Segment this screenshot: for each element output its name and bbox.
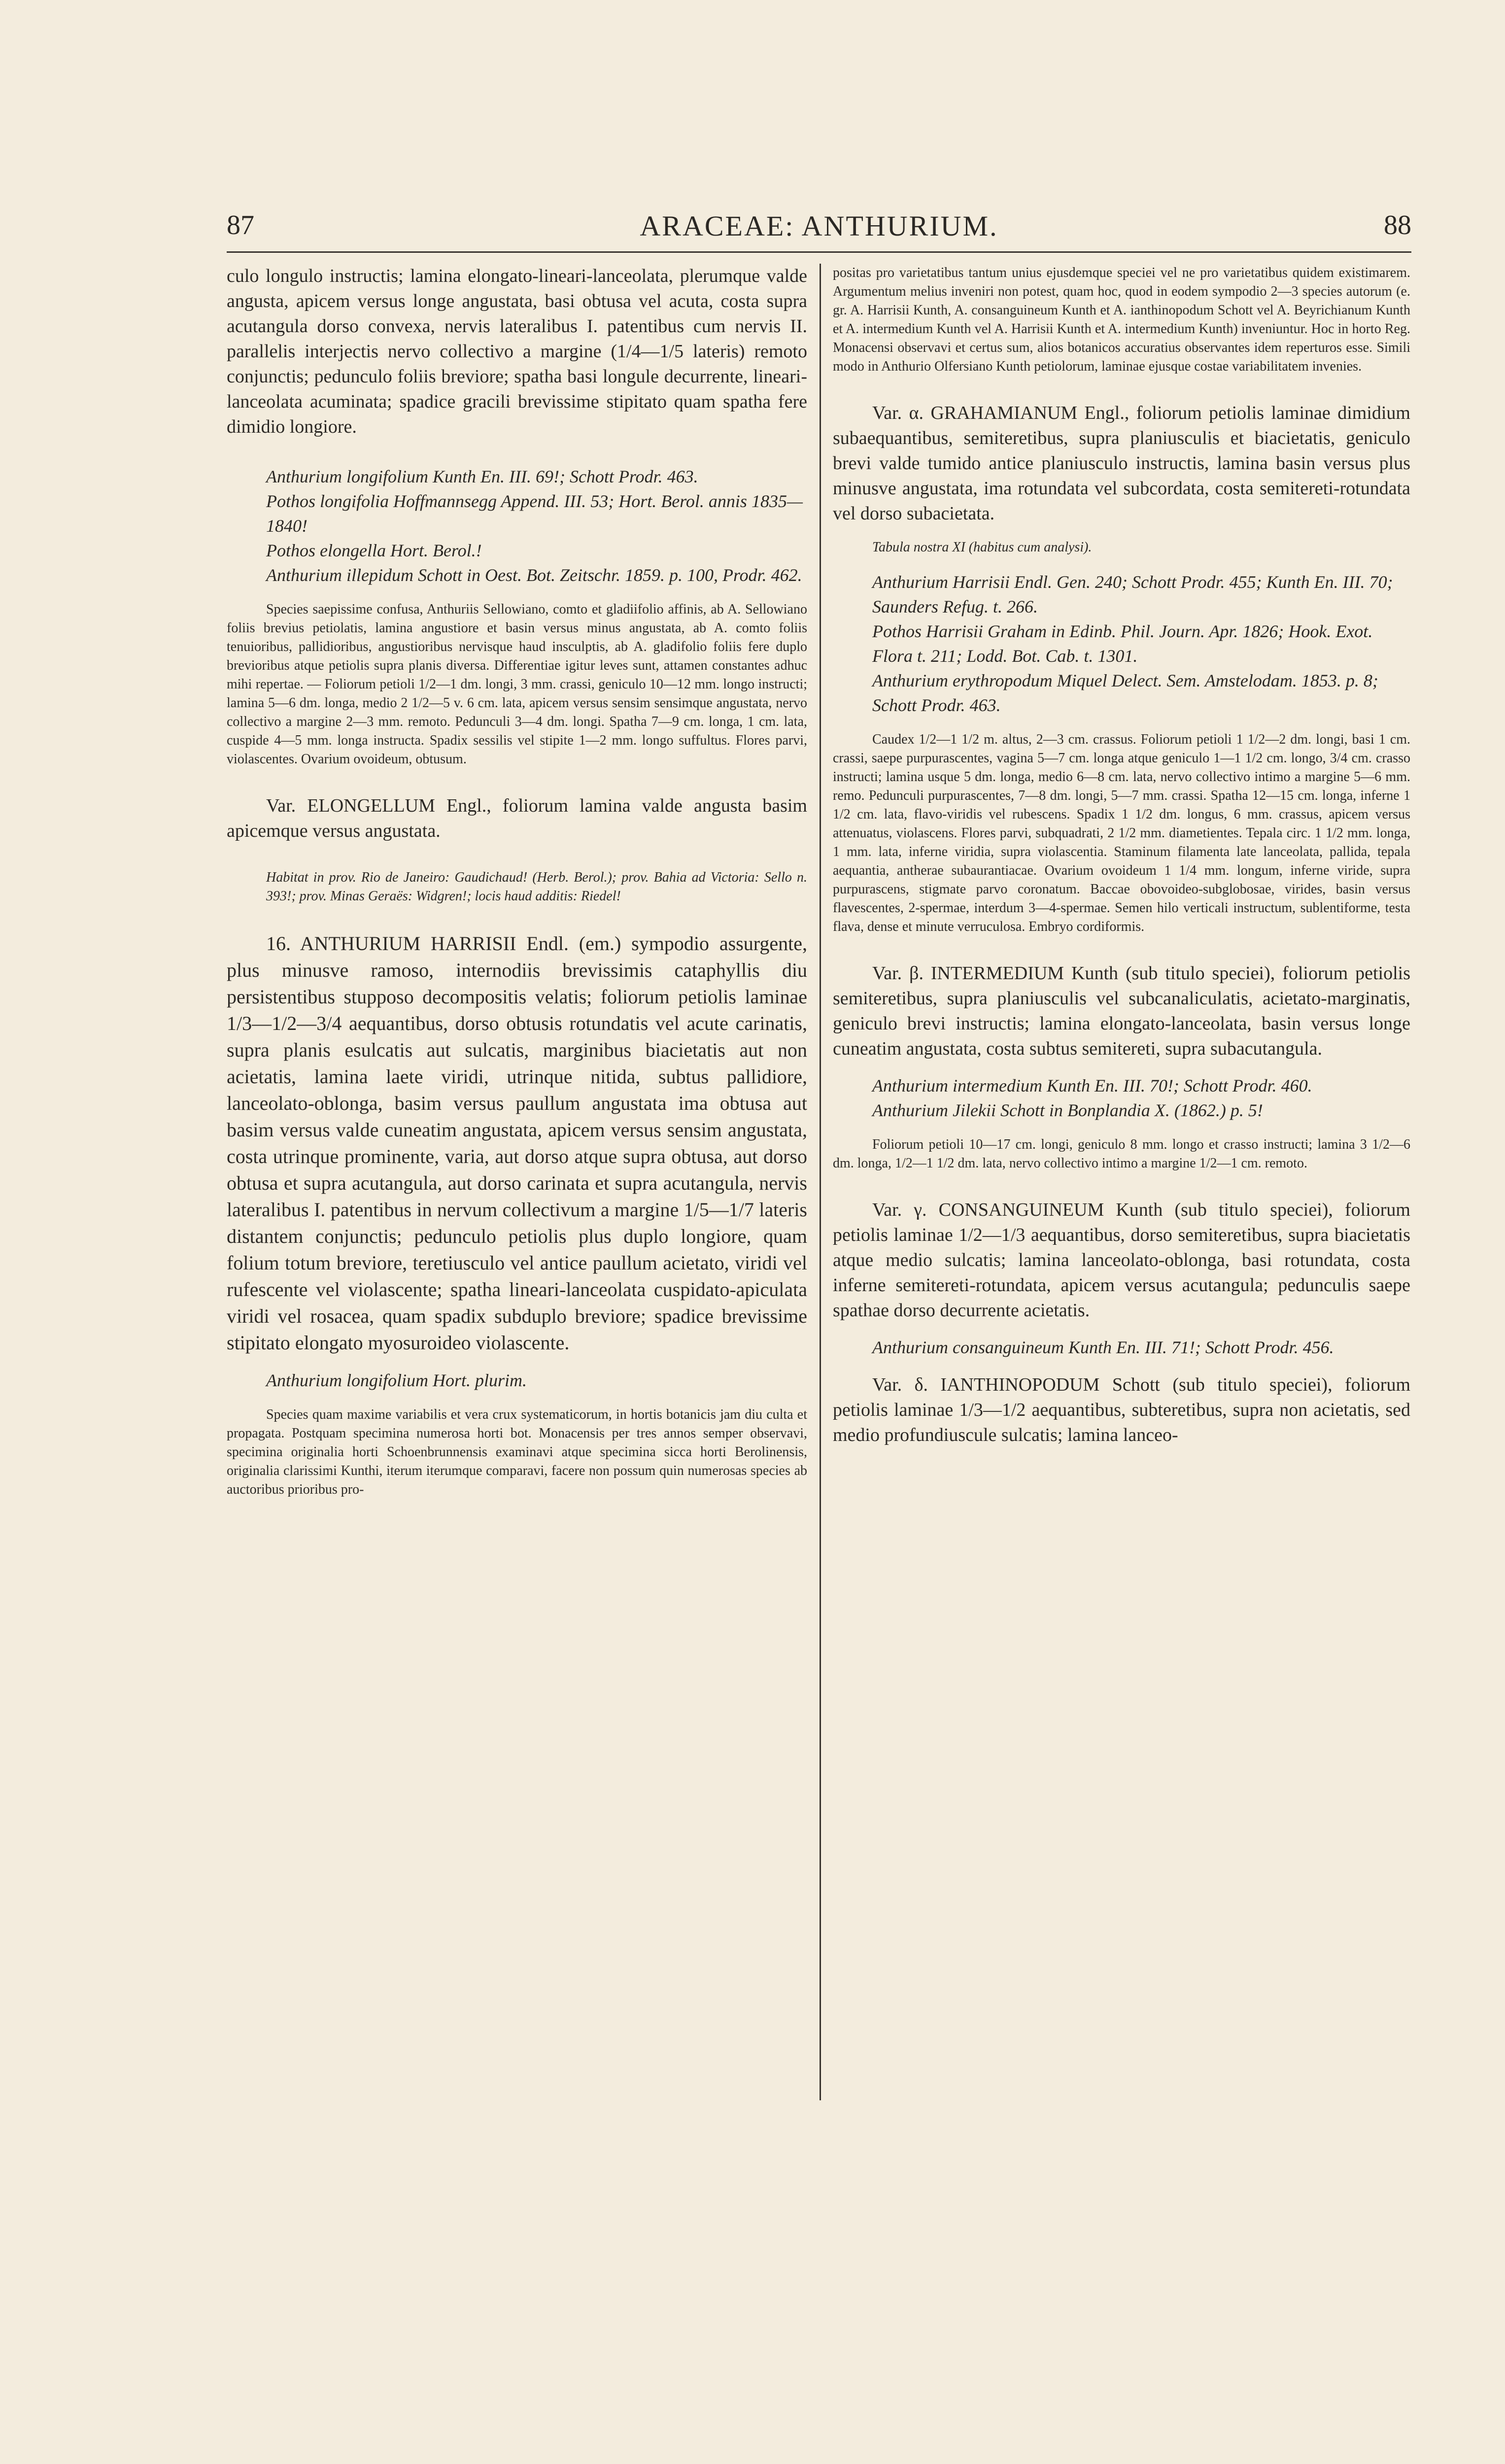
right-column [833,264,1410,2100]
synonym: Pothos longifolia Hoffmannsegg Append. III. 53; Hort. Berol. annis 1835—1840! [266,491,803,536]
note-paragraph: Caudex 1/2—1 1/2 m. altus, 2—3 cm. crassus. Foliorum petioli 1 1/2—2 dm. longi, basi 1 cm. crassi, saepe purpurascentes, vagina 5—7 cm. longa atque geniculo 1—1 1/2 cm. longo, 3/4 cm. crasso instructi; lamina usque 5 dm. longa, medio 6—8 cm. lata, nervo collectivo intimo a margine 5—6 mm. remo. Pedunculi purpurascentes, 7—8 dm. longi, 5—7 mm. crassi. Spatha 12—15 cm. longa, inferne 1 1/2 cm. lata, flavo-viridis vel rubescens. Spadix 1 1/2 dm. longus, 6 mm. crassus, apicem versus attenuatus, violascens. Flores parvi, subquadrati, 2 1/2 mm. diametientes. Tepala circ. 1 1/2 mm. longa, 1 mm. lata, inferne viridia, supra violascentia. Staminum filamenta late lanceolata, pallida, tepala aequantia, antherae subaurantiacae. Ovarium ovoideum 1 1/4 mm. longum, inferne viride, supra purpurascens, stigmate parvo coronatum. Baccae obovoideo-subglobosae, virides, basin versus flavescentes, 2-spermae, interdum 3—4-spermae. Semen hilo verticali instructum, sublentiforme, testa flava, dense et minute verruculosa. Embryo cordiformis. [833,732,1410,934]
variety-elongellum: Var. ELONGELLUM Engl., foliorum lamina valde angusta basim apicemque versus angustata. [227,795,807,841]
note-paragraph: positas pro varietatibus tantum unius ejusdemque speciei vel ne pro varietatibus quidem existimarem. Argumentum melius inveniri non potest, quam hoc, quod in eodem sympodio 2—3 species autorum (e. gr. A. Harrisii Kunth, A. consanguineum Kunth et A. ianthinopodum Schott vel A. Beyrichianum Kunth et A. intermedium Kunth vel A. Harrisii Kunth et A. intermedium Kunth) inveniuntur. Hoc in horto Reg. Monacensi observavi et certus sum, alios botanicos accuratius observantes idem reperturos esse. Simili modo in Anthurio Olfersiano Kunth petiolorum, laminae ejusque costae variabilitatem invenies. [833,265,1410,374]
habitat-note: Habitat in prov. Rio de Janeiro: Gaudichaud! (Herb. Berol.); prov. Bahia ad Victoria: Sello n. 393!; prov. Minas Geraës: Widgren!; locis haud additis: Riedel! [266,870,807,904]
description-continued: culo longulo instructis; lamina elongato-lineari-lanceolata, plerumque valde angusta, apicem versus longe angustata, basi obtusa vel acuta, costa supra acutangula dorso convexa, nervis lateralibus I. patentibus cum nervis II. parallelis interjectis nervo collectivo a margine (1/4—1/5 lateris) remoto conjunctis; pedunculo foliis breviore; spatha basi longule decurrente, lineari-lanceolata acuminata; spadice gracili brevissime stipitato quam spatha fere dimidio longiore. [227,266,807,437]
synonym: Anthurium Jilekii Schott in Bonplandia X. (1862.) p. 5! [872,1100,1263,1120]
species-16-heading: 16. ANTHURIUM HARRISII Endl. (em.) sympodio assurgente, plus minusve ramoso, internodiis brevissimis cataphyllis diu persistentibus stupposo decompositis velatis; foliorum petiolis laminae 1/3—1/2—3/4 aequantibus, dorso obtusis rotundatis vel acute carinatis, supra planis esulcatis aut sulcatis, marginibus biacietatis aut non acietatis, lamina laete viridi, utrinque nitida, subtus pallidiore, lanceolato-oblonga, basim versus paullum angustata ima obtusa aut basim versus valde cuneatim angustata, apicem versus sensim angustata, costa utrinque prominente, varia, aut dorso atque supra obtusa, aut dorso obtusa et supra acutangula, aut dorso carinata et supra acutangula, nervis lateralibus I. patentibus in nervum collectivum a margine 1/5—1/7 lateris distantem conjunctis; pedunculo petiolis plus duplo longiore, quam folium totum breviore, teretiusculo vel antice paullum acietato, viridi vel rufescente vel violascente; spatha lineari-lanceolata cuspidato-apiculata viridi vel rosacea, quam spadix subduplo breviore; spadice brevissime stipitato elongato myosuroideo violascente. [227,932,807,1354]
page-number-left: 87 [227,210,254,240]
note-paragraph: Foliorum petioli 10—17 cm. longi, geniculo 8 mm. longo et crasso instructi; lamina 3 1/2—6 dm. longa, 1/2—1 1/2 dm. lata, nervo collectivo intimo a margine 1/2—1 cm. remoto. [833,1137,1410,1171]
synonym: Pothos Harrisii Graham in Edinb. Phil. Journ. Apr. 1826; Hook. Exot. Flora t. 211; Lodd. Bot. Cab. t. 1301. [872,621,1373,666]
page-number-right: 88 [1384,210,1411,240]
synonym: Anthurium intermedium Kunth En. III. 70!; Schott Prodr. 460. [872,1076,1312,1095]
synonym: Pothos elongella Hort. Berol.! [266,541,482,560]
synonym: Anthurium longifolium Kunth En. III. 69!; Schott Prodr. 463. [266,467,698,486]
variety-grahamianum: Var. α. GRAHAMIANUM Engl., foliorum petiolis laminae dimidium subaequantibus, semiteretibus, supra planiusculis et biacietatis, geniculo brevi valde tumido antice planiusculo instructis, lamina basin versus plus minusve angustata, ima rotundata vel subcordata, costa semitereti-rotundata vel dorso subacietata. [833,403,1410,524]
note-paragraph: Species quam maxime variabilis et vera crux systematicorum, in hortis botanicis jam diu culta et propagata. Postquam specimina numerosa horti bot. Monacensis per tres annos semper observavi, specimina originalia horti Schoenbrunnensis examinavi atque specimina sicca horti Berolinensis, originalia clarissimi Kunthi, iterum iterumque comparavi, facere non possum quin numerosas species ab auctoribus prioribus pro- [227,1407,807,1497]
header-rule [227,251,1411,253]
synonym: Anthurium Harrisii Endl. Gen. 240; Schott Prodr. 455; Kunth En. III. 70; Saunders Refug. t. 266. [872,572,1393,616]
synonym: Anthurium erythropodum Miquel Delect. Sem. Amstelodam. 1853. p. 8; Schott Prodr. 463. [872,671,1378,715]
column-divider [820,264,821,2100]
running-title: ARACEAE: ANTHURIUM. [640,210,998,242]
note-paragraph: Species saepissime confusa, Anthuriis Sellowiano, comto et gladiifolio affinis, ab A. Sellowiano foliis brevius petiolatis, lamina angustiore et basin versus minus angustata, ab A. comto foliis tenuioribus, pallidioribus, angustioribus nervisque haud insculptis, ab A. gladifolio foliis fere duplo brevioribus atque petiolis supra planis diversa. Differentiae igitur leves sunt, attamen constantes adhuc mihi repertae. — Foliorum petioli 1/2—1 dm. longi, 3 mm. crassi, geniculo 10—12 mm. longo instructi; lamina 5—6 dm. longa, medio 2 1/2—5 v. 6 cm. lata, apicem versus sensim sensimque angustata, nervo collectivo a margine 2—3 mm. remoto. Pedunculi 3—4 dm. longi. Spatha 7—9 cm. longa, 1 cm. lata, cuspide 4—5 mm. longa instructa. Spadix sessilis vel stipite 1—2 mm. longo suffultus. Flores parvi, violascentes. Ovarium ovoideum, obtusum. [227,602,807,767]
left-column [227,264,807,2100]
variety-intermedium: Var. β. INTERMEDIUM Kunth (sub titulo speciei), foliorum petiolis semiteretibus, supra planiusculis vel subcanaliculatis, acietato-marginatis, geniculo brevi instructis; lamina elongato-lanceolata, basin versus longe cuneatim angustata, costa subtus semitereti, supra subacutangula. [833,963,1410,1059]
synonym: Anthurium longifolium Hort. plurim. [266,1370,527,1390]
synonym: Anthurium consanguineum Kunth En. III. 71!; Schott Prodr. 456. [872,1337,1334,1357]
variety-ianthinopodum: Var. δ. IANTHINOPODUM Schott (sub titulo speciei), foliorum petiolis laminae 1/3—1/2 aequantibus, subteretibus, supra non acietatis, sed medio profundiuscule sulcatis; lamina lanceo- [833,1374,1410,1445]
synonym: Anthurium illepidum Schott in Oest. Bot. Zeitschr. 1859. p. 100, Prodr. 462. [266,565,802,585]
page-header [227,209,1411,249]
tabula-note: Tabula nostra XI (habitus cum analysi). [872,540,1092,555]
variety-consanguineum: Var. γ. CONSANGUINEUM Kunth (sub titulo speciei), foliorum petiolis laminae 1/2—1/3 aequantibus, dorso semiteretibus, supra biacietatis atque medio sulcatis; lamina lanceolato-oblonga, basi rotundata, costa inferne semitereti-rotundata, apicem versus acutangula; pedunculis saepe spathae dorso decurrente acietatis. [833,1199,1410,1321]
